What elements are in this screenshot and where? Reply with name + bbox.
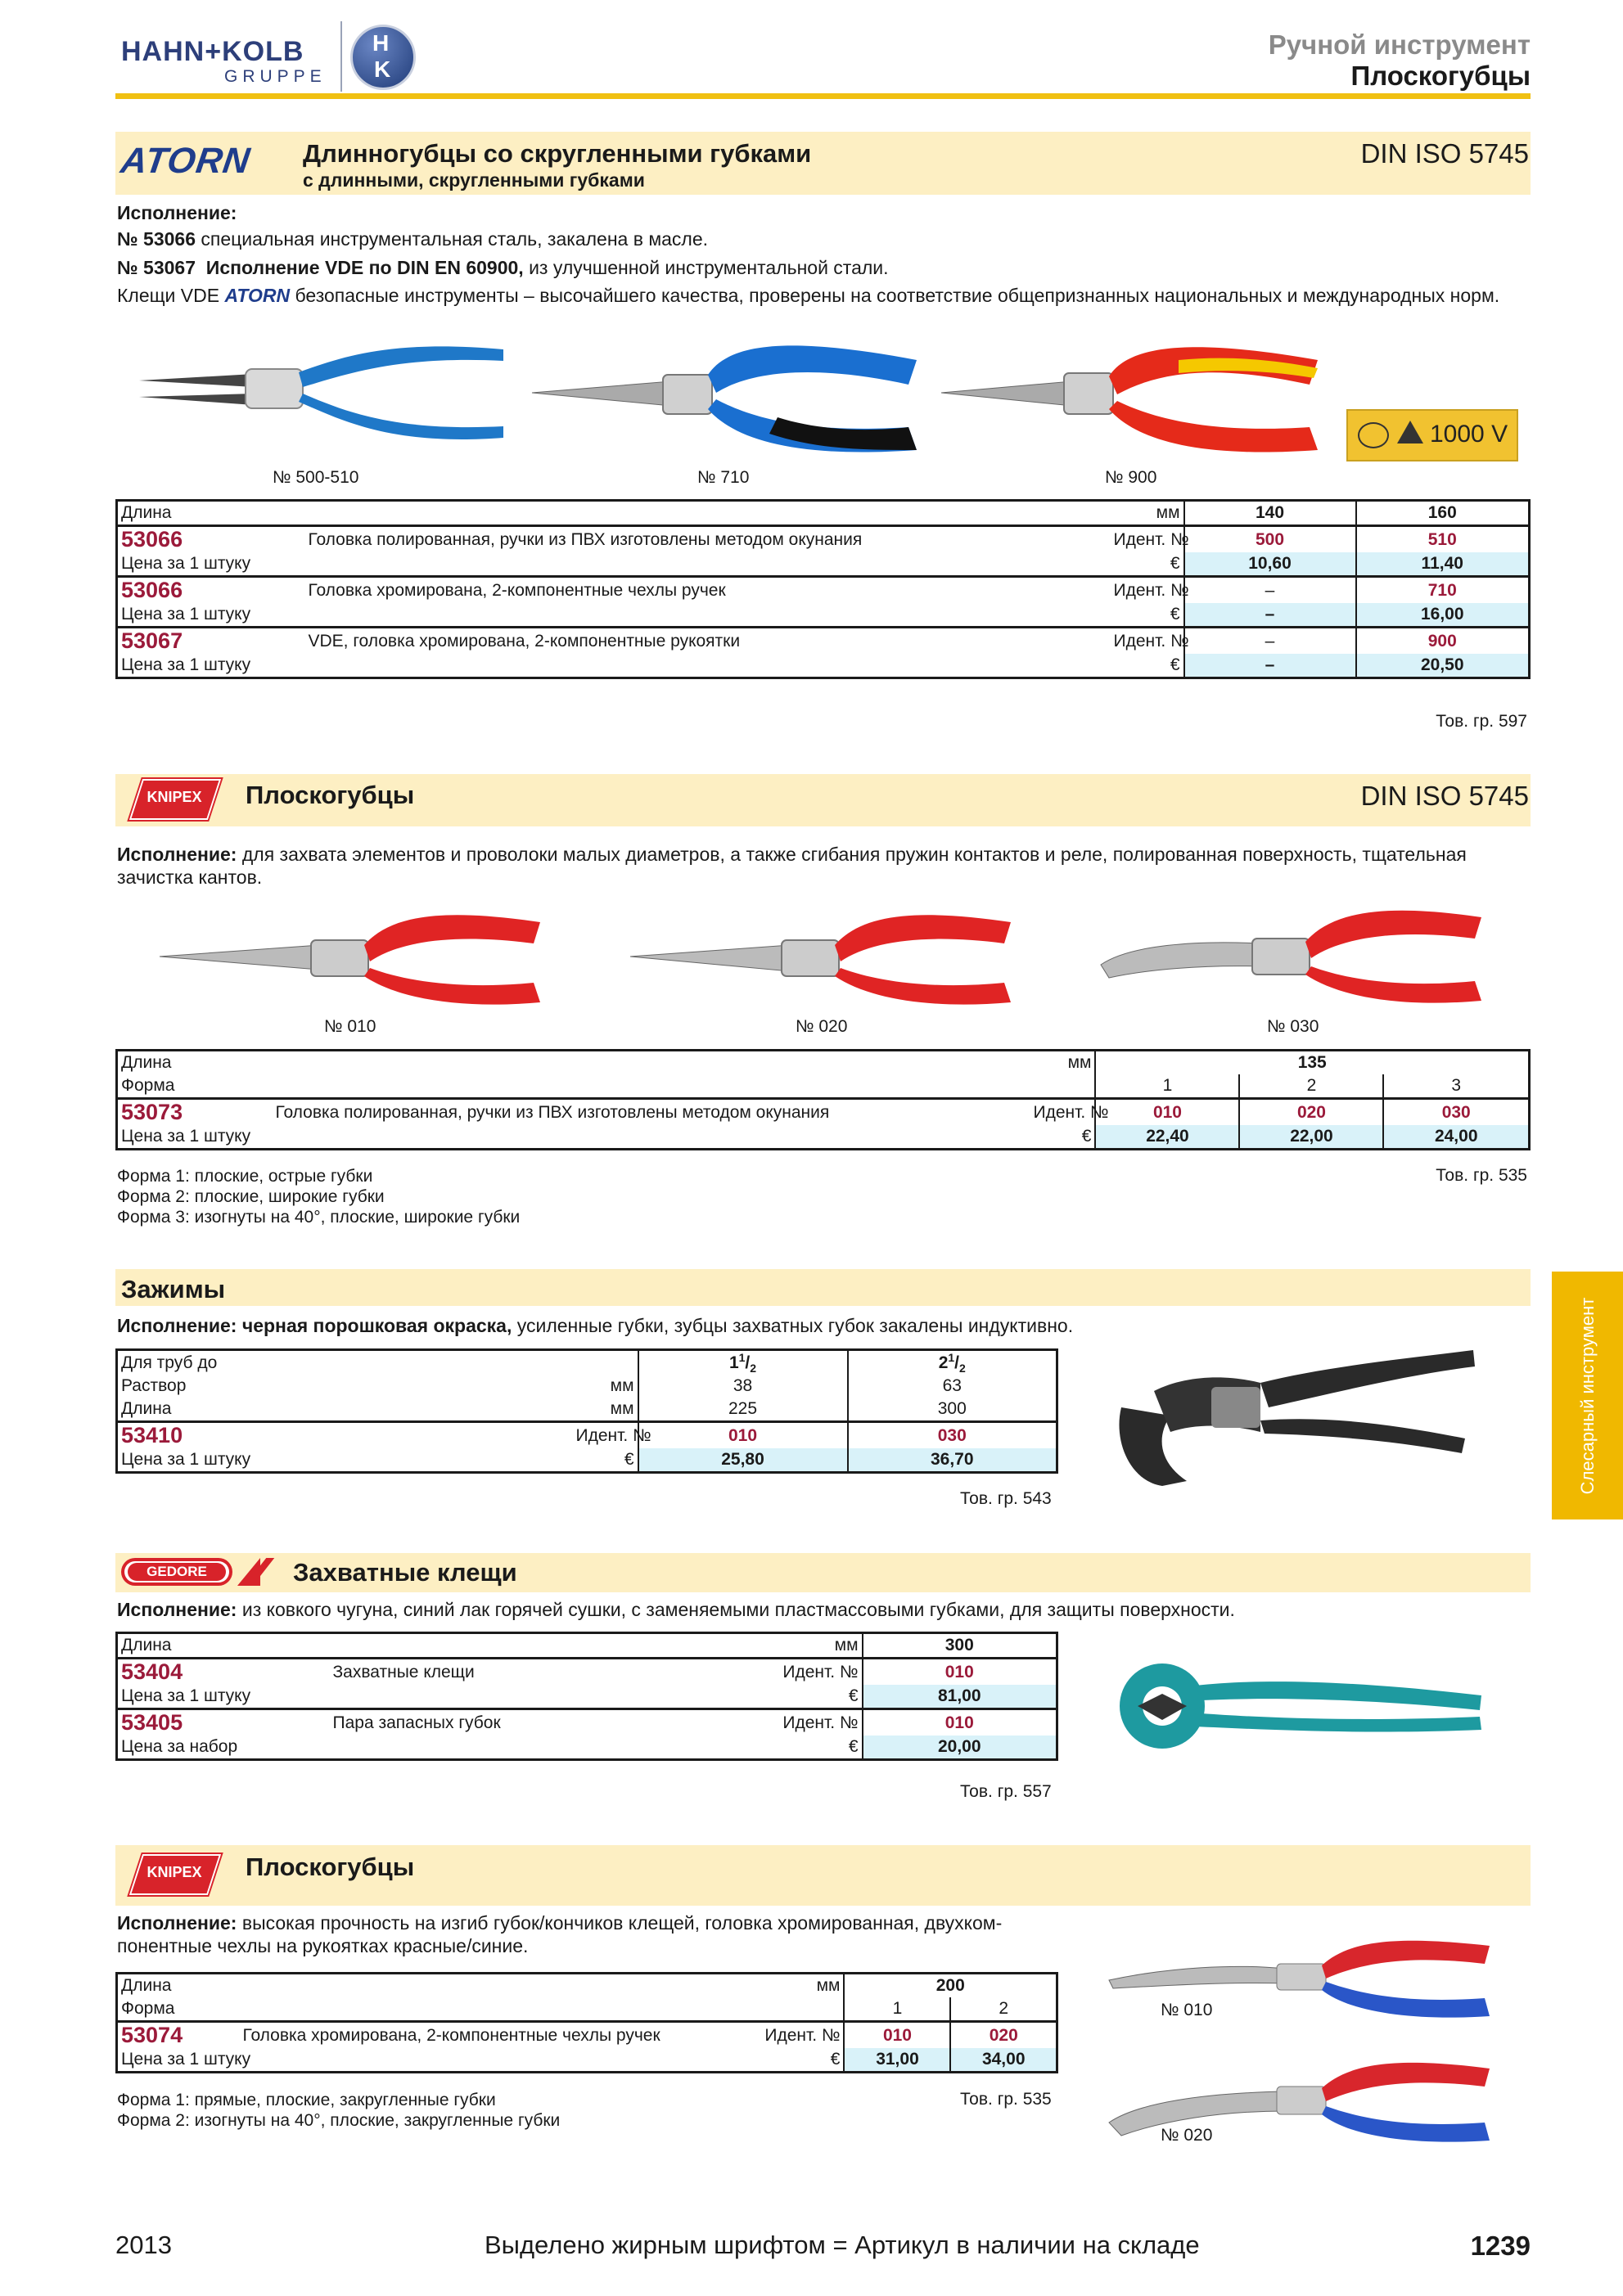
footer-year: 2013 — [115, 2231, 172, 2259]
article-number: 53066 — [117, 577, 305, 604]
section-title: Длинногубцы со скругленными губками — [303, 139, 812, 168]
knipex-logo: KNIPEX — [119, 779, 229, 818]
pipe-label: Для труб до — [121, 1353, 218, 1372]
image-caption: № 500-510 — [273, 468, 359, 487]
image-caption: № 020 — [796, 1017, 848, 1036]
spec-line-vde: Клещи VDE ATORN безопасные инструменты – высочайшего качества, проверены на соответствие общепризнанных национальных и международных норм. — [117, 285, 1500, 306]
spec-line-53067: № 53067 Исполнение VDE по DIN EN 60900, из улучшенной инструментальной стали. — [117, 257, 889, 278]
din-norm: DIN ISO 5745 — [1360, 138, 1529, 169]
image-caption: № 710 — [697, 468, 750, 487]
vde-mark-icon — [1358, 422, 1389, 448]
header-category: Ручной инструмент — [1268, 29, 1531, 60]
header-subcategory: Плоскогубцы — [1350, 61, 1531, 91]
ident-number[interactable]: 010 — [863, 1659, 1057, 1686]
price: 11,40 — [1356, 552, 1530, 577]
product-group: Тов. гр. 543 — [960, 1489, 1052, 1508]
price-table-53410: Для труб до $1^1/_2$ $2^1/_2$ Раствор мм 38 63 Длина мм 225 300 53410 Идент. № 010 030 Цена за 1 штуку € 25,80 36,70 — [115, 1348, 1058, 1474]
ident-number[interactable]: 030 — [848, 1422, 1057, 1449]
knipex-logo: KNIPEX — [119, 1854, 229, 1893]
spec-line-53066: № 53066 специальная инструментальная сталь, закалена в масле. — [117, 228, 709, 250]
article-number: 53405 — [117, 1709, 330, 1736]
ispolnenie-text: Исполнение: высокая прочность на изгиб губок/кончиков клещей, головка хромированная, двухком-понентные чехлы на рукоятках красные/синие. — [117, 1912, 1003, 1956]
article-number: 53074 — [117, 2022, 240, 2049]
price: – — [1184, 654, 1356, 678]
length-label: Длина — [121, 1053, 172, 1072]
ident-number: – — [1184, 577, 1356, 604]
section-title: Зажимы — [121, 1275, 226, 1303]
article-number: 53066 — [117, 526, 305, 553]
section-title: Захватные клещи — [293, 1558, 517, 1587]
price-table-53404: Длина мм 300 53404 Захватные клещи Идент. № 010 Цена за 1 штуку € 81,00 53405 Пара запасных губок Идент. № 010 Цена за набор € 20,00 — [115, 1632, 1058, 1761]
price: 36,70 — [848, 1448, 1057, 1473]
form-notes: Форма 1: плоские, острые губки Форма 2: плоские, широкие губки Форма 3: изогнуты на 40°, плоские, широкие губки — [117, 1167, 521, 1227]
product-group: Тов. гр. 535 — [1436, 1166, 1527, 1185]
ident-number[interactable]: 020 — [950, 2022, 1057, 2049]
price: 20,00 — [863, 1736, 1057, 1760]
article-number: 53404 — [117, 1659, 330, 1686]
gripping-pliers-image — [1105, 1645, 1490, 1767]
bent-nose-pliers-030-image — [1097, 896, 1490, 1019]
image-caption: № 010 — [324, 1017, 376, 1036]
price: 34,00 — [950, 2048, 1057, 2073]
ident-number[interactable]: 900 — [1356, 628, 1530, 655]
round-nose-pliers-blueblack-image — [524, 327, 925, 466]
price: 10,60 — [1184, 552, 1356, 577]
price: 31,00 — [844, 2048, 950, 2073]
ident-number[interactable]: 510 — [1356, 526, 1530, 553]
ispolnenie-text: Исполнение: черная порошковая окраска, усиленные губки, зубцы захватных губок закалены индуктивно. — [117, 1315, 1074, 1336]
gedore-logo: GEDORE — [121, 1558, 277, 1586]
section-header-clamps — [115, 1269, 1531, 1306]
article-number: 53067 — [117, 628, 305, 655]
price: 16,00 — [1356, 603, 1530, 628]
pipe-wrench-image — [1097, 1342, 1481, 1497]
price: – — [1184, 603, 1356, 628]
footer-stock-note: Выделено жирным шрифтом = Артикул в наличии на складе — [485, 2231, 1200, 2259]
side-tab[interactable]: Слесарный инструмент — [1552, 1272, 1623, 1519]
image-caption: № 030 — [1267, 1017, 1319, 1036]
brand-name: HAHN+KOLB — [121, 36, 304, 67]
form-label: Форма — [121, 1999, 175, 2018]
warning-triangle-icon — [1397, 421, 1423, 443]
section-title: Плоскогубцы — [246, 1853, 415, 1881]
price: 24,00 — [1383, 1125, 1529, 1150]
ident-number[interactable]: 010 — [1095, 1099, 1239, 1126]
form-notes: Форма 1: прямые, плоские, закругленные губки Форма 2: изогнуты на 40°, плоские, закругленные губки — [117, 2091, 561, 2130]
price: 25,80 — [638, 1448, 848, 1473]
section-subtitle: с длинными, скругленными губками — [303, 169, 645, 191]
brand-group: GRUPPE — [224, 67, 327, 86]
price: 22,00 — [1239, 1125, 1383, 1150]
length-label: Длина — [121, 1636, 172, 1654]
price-table-53073: Длина мм 135 Форма 1 2 3 53073 Головка полированная, ручки из ПВХ изготовлены методом окунания Идент. № 010 020 030 Цена за 1 штуку € 22,40 22,00 24,00 — [115, 1049, 1531, 1150]
ident-number[interactable]: 030 — [1383, 1099, 1529, 1126]
ispolnenie-text: Исполнение: из ковкого чугуна, синий лак горячей сушки, с заменяемыми пластмассовыми губками, для защиты поверхности. — [117, 1599, 1235, 1620]
ident-number[interactable]: 010 — [844, 2022, 950, 2049]
image-caption: № 020 — [1161, 2126, 1213, 2145]
price: 20,50 — [1356, 654, 1530, 678]
price: 22,40 — [1095, 1125, 1239, 1150]
header-rule — [115, 93, 1531, 99]
brand-divider — [340, 21, 342, 92]
price: 81,00 — [863, 1685, 1057, 1709]
price-table-53066: Длина мм 140 160 53066 Головка полированная, ручки из ПВХ изготовлены методом окунания Идент. № 500 510 Цена за 1 штуку € 10,60 11,40 53066 Головка хромирована, 2-компонентные чехлы ручек Идент. № – 710 Цена за 1 штуку € – 16,00 53067 VDE, головка хромирована, 2-компонентные рукоятки Идент. № – 900 Цена за 1 штуку € – 20,50 — [115, 499, 1531, 679]
flat-nose-pliers-010-image — [156, 904, 548, 1019]
image-caption: № 010 — [1161, 2001, 1213, 2019]
article-number: 53073 — [117, 1099, 273, 1126]
price-table-53074: Длина мм 200 Форма 1 2 53074 Головка хромирована, 2-компонентные чехлы ручек Идент. № 010 020 Цена за 1 штуку € 31,00 34,00 — [115, 1972, 1058, 2073]
product-group: Тов. гр. 557 — [960, 1782, 1052, 1801]
round-nose-pliers-blue-image — [131, 323, 516, 462]
ident-number[interactable]: 010 — [863, 1709, 1057, 1736]
monogram-badge: H K — [350, 25, 416, 90]
ispolnenie-text: Исполнение: для захвата элементов и проволоки малых диаметров, а также сгибания пружин контактов и реле, полированная поверхность, тщательная зачистка кантов. — [117, 844, 1467, 888]
product-group: Тов. гр. 597 — [1436, 712, 1527, 731]
vde-1000v-badge: 1000 V — [1346, 409, 1518, 461]
article-number: 53410 — [117, 1422, 248, 1449]
ispolnenie-label: Исполнение: — [117, 202, 237, 223]
din-norm: DIN ISO 5745 — [1360, 781, 1529, 811]
vde-pliers-red-yellow-image — [933, 327, 1326, 466]
section-title: Плоскогубцы — [246, 781, 415, 809]
page-number: 1239 — [1470, 2231, 1531, 2261]
ident-number: – — [1184, 628, 1356, 655]
ident-number[interactable]: 020 — [1239, 1099, 1383, 1126]
ident-number[interactable]: 500 — [1184, 526, 1356, 553]
length-label: Длина — [121, 503, 172, 522]
atorn-logo: ATORN — [118, 141, 253, 181]
length-label: Длина — [121, 1976, 172, 1995]
product-group: Тов. гр. 535 — [960, 2090, 1052, 2109]
brand-logo — [121, 29, 416, 95]
flat-nose-pliers-020-image — [626, 904, 1019, 1019]
ident-number[interactable]: 710 — [1356, 577, 1530, 604]
form-label: Форма — [121, 1076, 175, 1095]
image-caption: № 900 — [1105, 468, 1157, 487]
ident-number[interactable]: 010 — [638, 1422, 848, 1449]
